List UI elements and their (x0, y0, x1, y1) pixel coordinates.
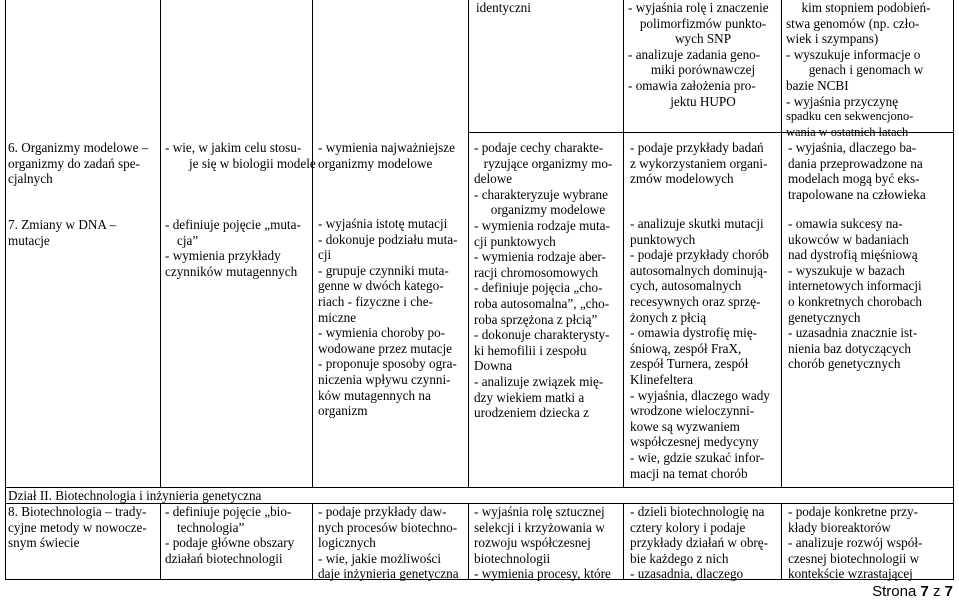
cell-bottom-col6 (788, 504, 922, 582)
text-line: czesnej biotechnologii w (788, 550, 920, 566)
text-line: mutacje (8, 232, 50, 248)
text-line: organizmy do zadań spe- (8, 155, 140, 171)
text-line: punktowych (630, 231, 696, 247)
text-line: macji na temat chorób (630, 465, 748, 481)
text-line: - omawia dystrofię mię- (630, 325, 758, 341)
col-divider-5b (781, 503, 782, 579)
text-line: cjalnych (8, 171, 53, 187)
text-line: organizmy modelowe (490, 202, 606, 218)
text-line: 6. Organizmy modelowe – (8, 140, 149, 155)
text-line: technologia” (177, 519, 245, 535)
topic-8 (8, 504, 147, 551)
text-line: ków mutagennych na (318, 387, 431, 403)
text-line: - wymienia procesy, które (474, 566, 611, 582)
text-line: urodzeniem dziecka z (474, 405, 589, 421)
cell-bottom-col2 (165, 504, 294, 566)
text-line: genetycznych (788, 309, 861, 325)
text-line: - wyjaśnia, dlaczego ba- (788, 140, 917, 155)
text-line: - dokonuje charakterysty- (474, 327, 610, 343)
table-border-left (5, 0, 6, 579)
text-line: - dzieli biotechnologię na (630, 504, 765, 519)
text-line: - wyjaśnia istotę mutacji (318, 216, 448, 231)
text-line: trapolowane na człowieka (788, 186, 926, 202)
text-line: wych SNP (674, 31, 732, 47)
text-line: - podaje przykłady badań (630, 140, 764, 155)
text-line: - uzasadnia znacznie ist- (788, 325, 918, 341)
text-line: - analizuje związek mię- (474, 373, 604, 389)
text-line: - podaje główne obszary (165, 535, 295, 551)
col-divider-1b (160, 503, 161, 579)
col-divider-1 (160, 0, 161, 487)
text-line: wodowane przez mutacje (318, 340, 453, 356)
text-line: miki porównawczej (650, 62, 756, 78)
page-number (872, 583, 953, 600)
text-line: ki hemofilii i zespołu (474, 342, 587, 358)
text-line: cztery kolory i podaje (630, 519, 746, 535)
text-line: - wie, gdzie szukać infor- (630, 449, 765, 465)
text-line: - definiuje pojęcia „cho- (474, 280, 603, 296)
cell-bottom-col4 (474, 504, 611, 582)
text-line: o konkretnych chorobach (788, 293, 923, 309)
text-line: - charakteryzuje wybrane (474, 186, 608, 202)
text-line: internetowych informacji (788, 278, 922, 294)
text-line: dania przeprowadzone na (788, 155, 923, 171)
text-line: Klinefeltera (630, 371, 693, 387)
text-line: riach - fizyczne i che- (318, 293, 433, 309)
text-line: - wymienia choroby po- (318, 325, 446, 341)
text-line: - wyjaśnia rolę i znaczenie (628, 0, 769, 15)
text-line: rozwoju współczesnej (474, 535, 591, 551)
text-line: śniową, zespół FraX, (630, 340, 742, 356)
cell-top-col4 (476, 0, 531, 16)
text-line: 7. Zmiany w DNA – (8, 217, 117, 232)
text-line: - podaje konkretne przy- (788, 504, 918, 519)
cell-main-col2-a (165, 140, 316, 171)
text-line: - analizuje zadania geno- (628, 46, 761, 62)
text-line: spadku cen sekwencjono- (786, 109, 914, 124)
text-line: bazie NCBI (786, 77, 849, 93)
text-line: genach i genomach w (808, 62, 924, 78)
text-line: zespół Turnera, zespół (630, 356, 749, 372)
text-line: ukowców w badaniach (788, 231, 909, 247)
text-line: działań biotechnologii (165, 550, 283, 566)
text-line: autosomalnych dominują- (630, 262, 768, 278)
text-line: - wymienia rodzaje aber- (474, 249, 606, 265)
text-line: modelach mogą być eks- (788, 171, 920, 187)
text-line: - wyszukuje informacje o (786, 46, 921, 62)
cell-main-col6-b (788, 216, 922, 372)
page-of: z (932, 583, 941, 600)
cell-bottom-col5 (630, 504, 768, 582)
text-line: zmów modelowych (630, 171, 734, 187)
text-line: je się w biologii modele (189, 155, 316, 171)
text-line: nienia baz dotyczących (788, 340, 912, 356)
text-line: wania w ostatnich latach (786, 124, 909, 139)
cell-main-col2-b (165, 217, 301, 279)
text-line: - podaje cechy charakte- (474, 140, 604, 155)
text-line: - grupuje czynniki muta- (318, 262, 449, 278)
text-line: Downa (474, 358, 513, 374)
text-line: nad dystrofią mięśniową (788, 247, 918, 263)
text-line: - proponuje sposoby ogra- (318, 356, 457, 372)
text-line: dzy wiekiem matki a (474, 389, 585, 405)
text-line: genne w dwóch katego- (318, 278, 444, 294)
text-line: bie każdego z nich (630, 550, 729, 566)
text-line: - analizuje rozwój współ- (788, 535, 923, 551)
text-line: miczne (318, 309, 357, 325)
text-line: jektu HUPO (670, 93, 736, 109)
section-heading: Dział II. Biotechnologia i inżynieria genetyczna (8, 488, 262, 503)
text-line: kim stopniem podobień- (801, 0, 931, 15)
cell-main-col3-a (318, 140, 455, 171)
col-divider-4b (623, 503, 624, 579)
text-line: cyjne metody w nowocze- (8, 519, 147, 535)
text-line: kłady bioreaktorów (788, 519, 891, 535)
text-line: wiek i szympans) (786, 31, 879, 47)
text-line: - wyjaśnia przyczynę (786, 93, 899, 109)
text-line: kontekście wzrastającej (788, 566, 913, 582)
col-divider-2 (312, 0, 313, 487)
text-line: - podaje przykłady chorób (630, 247, 769, 263)
text-line: kowe są wyzwaniem (630, 418, 740, 434)
text-line: - wymienia rodzaje muta- (474, 217, 610, 233)
text-line: cji (318, 247, 332, 263)
text-line: - analizuje skutki mutacji (630, 216, 764, 231)
text-line: - dokonuje podziału muta- (318, 231, 458, 247)
text-line: biotechnologii (474, 550, 551, 566)
text-line: - definiuje pojęcie „muta- (165, 217, 301, 232)
page-label: Strona (872, 583, 917, 600)
text-line: delowe (474, 171, 513, 187)
cell-main-col4 (474, 140, 622, 421)
col-divider-5 (781, 0, 782, 487)
text-line: organizm (318, 403, 368, 419)
text-line: cja” (177, 232, 199, 248)
text-line: - wyjaśnia, dlaczego wady (630, 387, 770, 403)
text-line: - wie, jakie możliwości (318, 550, 442, 566)
text-line: przykłady działań w obrę- (630, 535, 769, 551)
topic-7 (8, 217, 116, 248)
cell-top-col6 (786, 0, 946, 140)
text-line: - omawia sukcesy na- (788, 216, 903, 231)
text-line: współczesnej medycyny (630, 434, 759, 450)
text-line: selekcji i krzyżowania w (474, 519, 605, 535)
col-divider-2b (312, 503, 313, 579)
text-line: - wyjaśnia rolę sztucznej (474, 504, 605, 519)
text-line: recesywnych oraz sprzę- (630, 293, 761, 309)
text-line: - wymienia najważniejsze (318, 140, 455, 155)
text-line: racji chromosomowych (474, 264, 599, 280)
text-line: - wyszukuje w bazach (788, 262, 905, 278)
text-line: żonych z płcią (630, 309, 707, 325)
page-current: 7 (920, 583, 929, 600)
text-line: - uzasadnia, dlaczego (630, 566, 744, 582)
text-line: niczenia wpływu czynni- (318, 371, 451, 387)
text-line: snym świecie (8, 535, 80, 551)
text-line: wrodzone wieloczynni- (630, 403, 755, 419)
cell-top-col5 (628, 0, 778, 109)
cell-main-col3-b (318, 216, 458, 419)
cell-main-col5-b (630, 216, 770, 481)
table-border-right (953, 0, 954, 579)
text-line: ryzujące organizmy mo- (483, 155, 613, 171)
topic-6 (8, 140, 148, 187)
text-line: czynników mutagennych (165, 263, 298, 279)
text-line: - wymienia przykłady (165, 248, 281, 264)
text-line: organizmy modelowe (318, 155, 433, 171)
text-line: - omawia założenia pro- (628, 77, 756, 93)
text-line: roba autosomalna”, „cho- (474, 295, 610, 311)
text-line: z wykorzystaniem organi- (630, 155, 768, 171)
text-line: - definiuje pojęcie „bio- (165, 504, 292, 519)
text-line: nych procesów biotechno- (318, 519, 458, 535)
col-divider-3b (468, 503, 469, 579)
text-line: daje inżynieria genetyczna (318, 566, 459, 582)
cell-bottom-col3 (318, 504, 459, 582)
text-line: identyczni (476, 0, 531, 15)
col-divider-4 (623, 0, 624, 487)
text-line: polimorfizmów punkto- (639, 15, 767, 31)
text-line: 8. Biotechnologia – trady- (8, 504, 147, 519)
page-total: 7 (944, 583, 953, 600)
text-line: logicznych (318, 535, 376, 551)
text-line: - wie, w jakim celu stosu- (165, 140, 302, 155)
text-line: - podaje przykłady daw- (318, 504, 447, 519)
cell-main-col5-a (630, 140, 767, 187)
text-line: stwa genomów (np. czło- (786, 15, 920, 31)
text-line: chorób genetycznych (788, 356, 901, 372)
cell-main-col6-a (788, 140, 926, 202)
text-line: cji punktowych (474, 233, 556, 249)
text-line: roba sprzężona z płcią” (474, 311, 598, 327)
text-line: cych, autosomalnych (630, 278, 742, 294)
col-divider-3 (468, 0, 469, 487)
